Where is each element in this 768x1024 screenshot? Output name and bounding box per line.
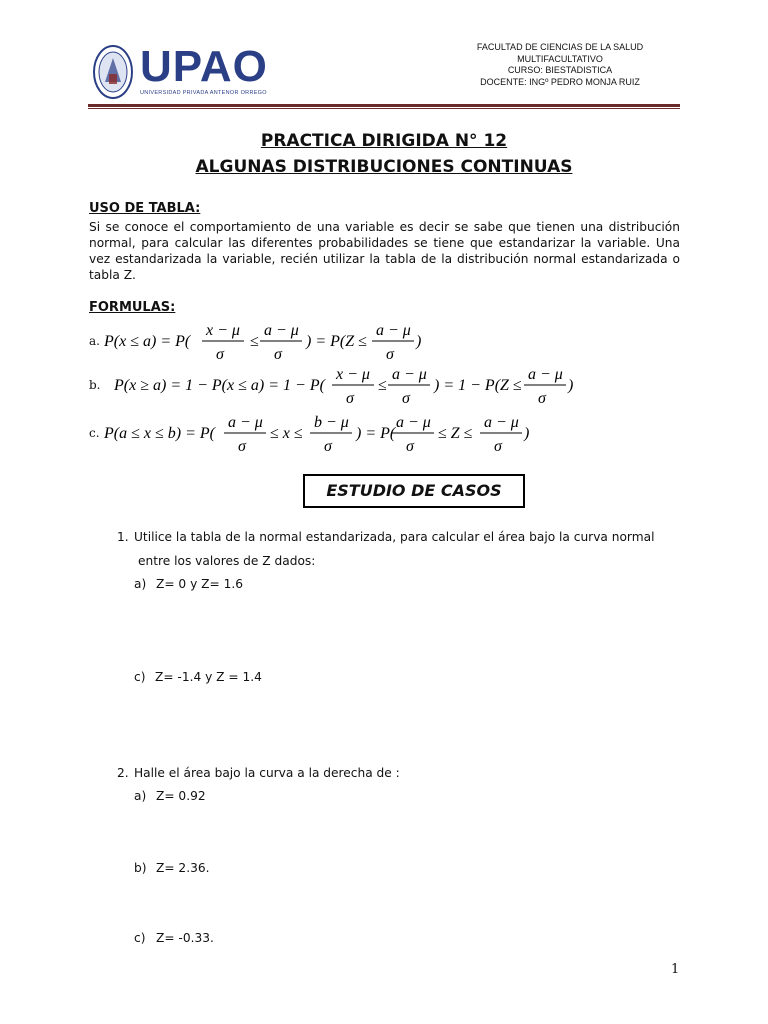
section-heading-formulas: FORMULAS: [89, 300, 176, 315]
page-title: PRACTICA DIRIGIDA N° 12 [260, 131, 508, 151]
svg-text:): ) [568, 377, 574, 394]
header-info [440, 42, 680, 88]
header-info-line: DOCENTE: INGº PEDRO MONJA RUIZ [480, 76, 640, 87]
page-number: 1 [671, 962, 680, 977]
svg-text:σ: σ [324, 438, 332, 455]
header-info-line: FACULTAD DE CIENCIAS DE LA SALUD [476, 42, 644, 52]
svg-text:a − μ: a − μ [396, 414, 431, 431]
svg-text:σ: σ [402, 390, 410, 407]
question-1-text: Utilice la tabla de la normal estandarizada, para calcular el área bajo la curva normal [134, 530, 655, 544]
uso-de-tabla-paragraph: Si se conoce el comportamiento de una variable es decir se sabe que tienen una distribución normal, para calcular las diferentes probabilidades se tiene que estandarizar la variable. Una vez estandarizada la variable, recién utilizar la tabla de la distribución normal estandarizada o tabla Z. [89, 220, 680, 282]
svg-text:σ: σ [406, 438, 414, 455]
header-info-line: MULTIFACULTATIVO [517, 53, 603, 64]
svg-text:P(x ≥ a) = 1 − P(x ≤ a) = 1 −: P(x ≥ a) = 1 − P(x ≤ a) = 1 − P( [114, 377, 325, 394]
svg-text:P(x ≤ a) = P(: P(x ≤ a) = P( [104, 333, 191, 350]
question-2-item-b-text: Z= 2.36. [156, 861, 210, 875]
svg-text:σ: σ [494, 438, 502, 455]
logo-text: UPAO [140, 42, 268, 91]
logo-subtitle: UNIVERSIDAD PRIVADA ANTENOR ORREGO [140, 90, 267, 96]
question-2-number: 2. [117, 766, 129, 780]
svg-text:σ: σ [216, 346, 224, 363]
formula-label-c: c. [89, 426, 100, 440]
question-1-item-a-text: Z= 0 y Z= 1.6 [156, 577, 243, 591]
question-2-item-b-label: b) [134, 861, 147, 875]
formula-label-a: a. [89, 334, 100, 348]
formula-a [104, 318, 434, 368]
svg-text:a − μ: a − μ [484, 414, 519, 431]
svg-text:≤ Z ≤: ≤ Z ≤ [438, 425, 473, 442]
svg-text:a − μ: a − μ [264, 322, 299, 339]
svg-text:σ: σ [386, 346, 394, 363]
section-heading-uso-de-tabla: USO DE TABLA: [89, 201, 201, 216]
question-2-text: Halle el área bajo la curva a la derecha de : [134, 766, 400, 780]
question-2-item-c-label: c) [134, 931, 146, 945]
svg-text:): ) [416, 333, 422, 350]
svg-text:a − μ: a − μ [528, 366, 563, 383]
question-1-text-cont: entre los valores de Z dados: [138, 554, 316, 568]
question-1-item-a-label: a) [134, 577, 147, 591]
svg-text:a − μ: a − μ [392, 366, 427, 383]
question-1-item-c-label: c) [134, 670, 146, 684]
svg-text:x − μ: x − μ [336, 366, 370, 383]
svg-text:σ: σ [346, 390, 354, 407]
svg-text:P(a ≤ x ≤ b) = P(: P(a ≤ x ≤ b) = P( [104, 425, 215, 442]
case-study-box: ESTUDIO DE CASOS [303, 474, 525, 508]
svg-text:) = P(Z ≤: ) = P(Z ≤ [306, 333, 367, 350]
svg-text:b − μ: b − μ [314, 414, 349, 431]
svg-text:a − μ: a − μ [228, 414, 263, 431]
svg-text:a − μ: a − μ [376, 322, 411, 339]
svg-text:≤ x ≤: ≤ x ≤ [270, 425, 303, 442]
question-2-item-c-text: Z= -0.33. [156, 931, 214, 945]
university-seal-icon [92, 44, 134, 100]
formula-b [114, 362, 584, 412]
svg-text:x − μ: x − μ [206, 322, 240, 339]
question-1-item-c-text: Z= -1.4 y Z = 1.4 [155, 670, 262, 684]
page-subtitle: ALGUNAS DISTRIBUCIONES CONTINUAS [195, 157, 573, 177]
question-1-number: 1. [117, 530, 129, 544]
svg-text:≤: ≤ [378, 377, 387, 394]
question-2-item-a-label: a) [134, 789, 147, 803]
svg-text:σ: σ [238, 438, 246, 455]
svg-text:) = P(: ) = P( [356, 425, 396, 442]
header-info-line: CURSO: BIESTADISTICA [507, 65, 613, 75]
svg-text:): ) [524, 425, 530, 442]
svg-text:σ: σ [274, 346, 282, 363]
header-divider-thin [88, 108, 680, 109]
svg-text:≤: ≤ [250, 333, 259, 350]
question-2-item-a-text: Z= 0.92 [156, 789, 206, 803]
formula-label-b: b. [89, 378, 101, 392]
svg-text:) = 1 − P(Z ≤: ) = 1 − P(Z ≤ [434, 377, 522, 394]
header-divider [88, 104, 680, 107]
formula-c [104, 410, 544, 460]
svg-text:σ: σ [538, 390, 546, 407]
